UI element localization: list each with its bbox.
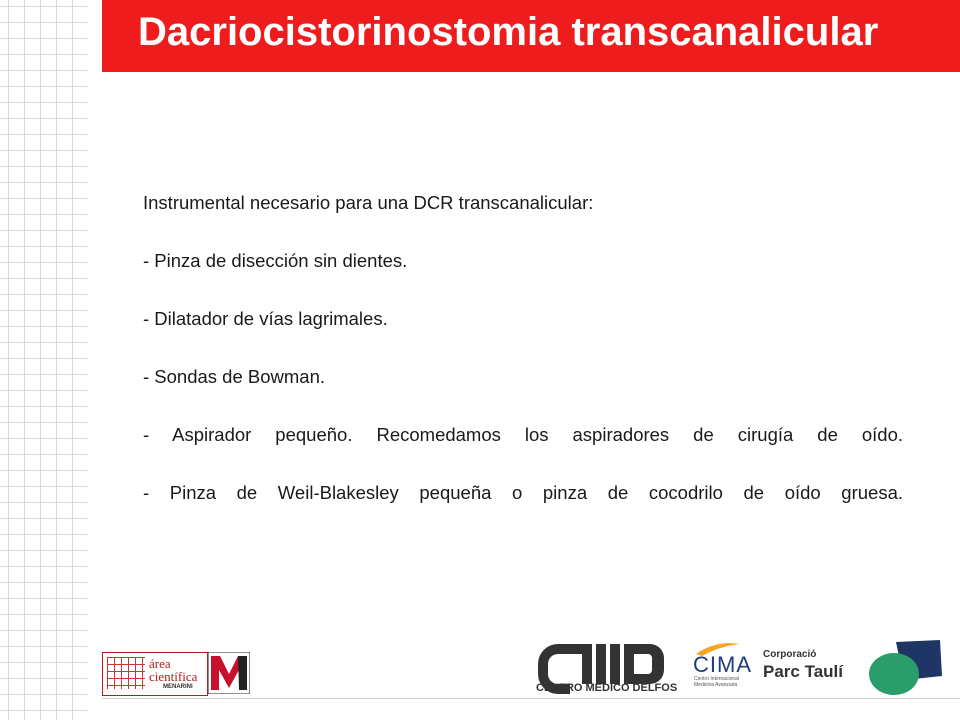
tauli-small-text: Corporació bbox=[763, 649, 817, 660]
list-item: - Sondas de Bowman. bbox=[143, 366, 326, 387]
cmd-caption: CENTRO MÉDICO DELFOS bbox=[536, 682, 678, 694]
decorative-grid-strip bbox=[0, 0, 88, 720]
footer-divider bbox=[102, 698, 960, 699]
logo-text-menarini: MENARINI bbox=[163, 684, 193, 690]
cima-name: CIMA bbox=[693, 652, 752, 677]
logo-text-area: área bbox=[149, 656, 171, 671]
logo-text-cientifica: científica bbox=[149, 669, 198, 684]
list-item: - Pinza de Weil-Blakesley pequeña o pinza de cocodrilo de oído gruesa. bbox=[143, 482, 903, 503]
tauli-big-text: Parc Taulí bbox=[763, 662, 843, 681]
list-item: - Dilatador de vías lagrimales. bbox=[143, 308, 388, 329]
slide-title: Dacriocistorinostomia transcanalicular bbox=[138, 10, 879, 54]
intro-text: Instrumental necesario para una DCR transcanalicular: bbox=[143, 192, 594, 213]
list-item: - Pinza de disección sin dientes. bbox=[143, 250, 408, 271]
logo-grid-icon bbox=[107, 657, 145, 689]
list-item: - Aspirador pequeño. Recomedamos los aspiradores de cirugía de oído. bbox=[143, 424, 903, 445]
slide-content bbox=[143, 193, 923, 541]
cima-subtitle: Centro Internacional Medicina Avanzada bbox=[694, 676, 740, 688]
area-cientifica-logo bbox=[102, 652, 208, 696]
tauli-shapes-icon bbox=[868, 640, 944, 698]
menarini-m-logo-icon bbox=[208, 652, 250, 694]
